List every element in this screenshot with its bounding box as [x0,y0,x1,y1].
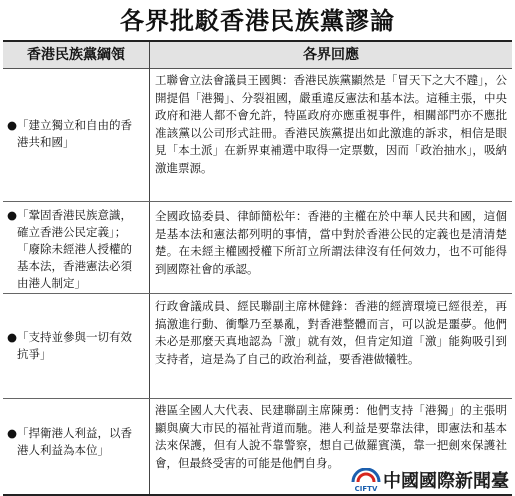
table-row [3,294,512,399]
response-text: 港區全國人大代表、民建聯副主席陳勇：他們支持「港獨」的主張明顯與廣大市民的福祉背道而馳。港人利益是要靠法律，即憲法和基本法來保護，但有人說不靠警察，想自己做羅賓漢，靠一把劍來保護社會，但最終受害的可能是他們自身。 [155,403,507,470]
column-header-responses: 各界回應 [303,47,359,63]
platform-cell [7,329,143,363]
logo-mark-text: CIFTV [354,485,378,492]
table-row [3,69,512,202]
bullet-icon: ● [7,208,18,222]
logo-text: 中國國際新聞臺 [383,471,509,492]
bullet-icon: ● [7,330,18,344]
response-text: 工聯會立法會議員王國興：香港民族黨顯然是「冒天下之大不韙」，公開提倡「港獨」、分裂祖國，嚴重違反憲法和基本法。這種主張，中央政府和港人都不會允許，特區政府亦應重視事件，相關部門亦不應批准該黨以公司形式註冊。香港民族黨提出如此激進的訴求，相信是眼見「本土派」在新界東補選中取得一定票數，因而「政治抽水」，吸納激進票源。 [155,73,507,175]
cnt-logo-icon [349,468,383,492]
response-text: 全國政協委員、律師簡松年：香港的主權在於中華人民共和國，這個是基本法和憲法都列明的事情，當中對於香港公民的定義也是清清楚楚。在未經主權國授權下所訂立所謂法律沒有任何效力，也不可能得到國際社會的承認。 [155,209,507,276]
column-header-platform: 香港民族黨綱領 [27,47,125,63]
platform-cell [7,117,143,151]
platform-text: 「鞏固香港民族意識，確立香港公民定義」；「廢除未經港人授權的基本法，香港憲法必須由港人制定」 [17,208,132,290]
platform-text: 「支持並參與一切有效抗爭」 [17,330,132,361]
platform-cell [7,425,143,459]
platform-text: 「建立獨立和自由的香港共和國」 [17,118,132,149]
table-row [3,202,512,294]
article-title: 各界批駁香港民族黨謬論 [120,7,395,35]
cnt-logo [345,466,509,494]
table-header [3,42,512,69]
platform-cell [7,207,143,292]
bullet-icon: ● [7,118,18,132]
bullet-icon: ● [7,426,18,440]
comparison-table [3,40,512,496]
platform-text: 「捍衛港人利益，以香港人利益為本位」 [17,426,132,457]
response-text: 行政會議成員、經民聯副主席林健鋒：香港的經濟環境已經很差，再搞激進行動、衝擊乃至暴亂，對香港整體而言，可以說是噩夢。他們未必是那麼天真地認為「激」就有效，但肯定知道「激」能夠吸引到支持者，這是為了自己的政治利益，要香港做犧牲。 [155,299,507,366]
